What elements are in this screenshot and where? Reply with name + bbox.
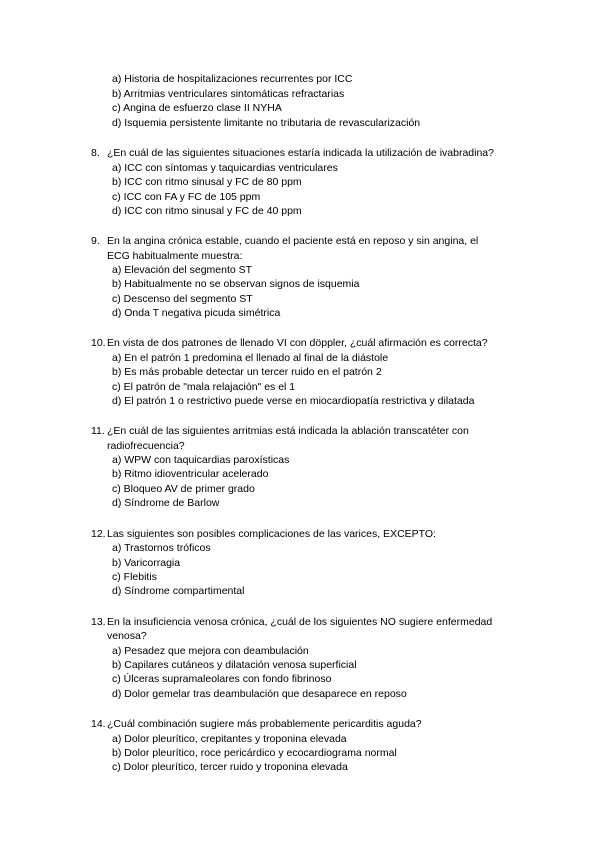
question-12-number: 12.: [91, 528, 106, 540]
question-13-text: En la insuficiencia venosa crónica, ¿cuál de los siguientes NO sugiere enfermedad: [107, 616, 493, 628]
question-14-option-c: c) Dolor pleurítico, tercer ruido y troponina elevada: [112, 761, 348, 773]
question-13-option-b: b) Capilares cutáneos y dilatación venosa superficial: [112, 659, 357, 671]
question-14-number: 14.: [91, 718, 106, 730]
question-11-text: ¿En cuál de las siguientes arritmias está indicada la ablación transcatéter con: [107, 425, 469, 437]
question-11-option-b: b) Ritmo idioventricular acelerado: [112, 468, 269, 480]
question-11-option-d: d) Síndrome de Barlow: [112, 497, 220, 509]
question-8-option-a: a) ICC con síntomas y taquicardias ventriculares: [112, 162, 338, 174]
question-10-option-c: c) El patrón de "mala relajación" es el 1: [112, 381, 296, 393]
prev-option-a: a) Historia de hospitalizaciones recurrentes por ICC: [112, 73, 353, 85]
question-13-text-cont: venosa?: [107, 630, 147, 642]
question-10-option-d: d) El patrón 1 o restrictivo puede verse en miocardiopatía restrictiva y dilatada: [112, 395, 475, 407]
question-8-text: ¿En cuál de las siguientes situaciones estaría indicada la utilización de ivabradina?: [107, 147, 494, 159]
question-10-text: En vista de dos patrones de llenado VI con döppler, ¿cuál afirmación es correcta?: [107, 337, 488, 349]
question-12-option-a: a) Trastornos tróficos: [112, 542, 211, 554]
question-8-number: 8.: [91, 147, 100, 159]
question-8-option-b: b) ICC con ritmo sinusal y FC de 80 ppm: [112, 176, 302, 188]
question-14-option-b: b) Dolor pleurítico, roce pericárdico y ecocardiograma normal: [112, 747, 397, 759]
question-13-number: 13.: [91, 616, 106, 628]
prev-option-c: c) Angina de esfuerzo clase II NYHA: [112, 102, 282, 114]
question-12-option-d: d) Síndrome compartimental: [112, 585, 245, 597]
question-8-option-c: c) ICC con FA y FC de 105 ppm: [112, 191, 261, 203]
question-14-text: ¿Cuál combinación sugiere más probablemente pericarditis aguda?: [107, 718, 422, 730]
question-13-option-a: a) Pesadez que mejora con deambulación: [112, 645, 309, 657]
question-9-text-cont: ECG habitualmente muestra:: [107, 250, 243, 262]
question-11-option-c: c) Bloqueo AV de primer grado: [112, 483, 255, 495]
question-9-text: En la angina crónica estable, cuando el paciente está en reposo y sin angina, el: [107, 235, 479, 247]
question-12-text: Las siguientes son posibles complicaciones de las varices, EXCEPTO:: [107, 528, 436, 540]
prev-option-d: d) Isquemia persistente limitante no tributaria de revascularización: [112, 117, 421, 129]
question-9-option-a: a) Elevación del segmento ST: [112, 264, 253, 276]
question-10-number: 10.: [91, 337, 106, 349]
question-9-option-b: b) Habitualmente no se observan signos de isquemia: [112, 278, 360, 290]
question-11-text-cont: radiofrecuencia?: [107, 440, 185, 452]
question-12-option-b: b) Varicorragia: [112, 557, 181, 569]
question-13-option-c: c) Úlceras supramaleolares con fondo fibrinoso: [112, 673, 332, 685]
question-9-number: 9.: [91, 235, 100, 247]
question-11-option-a: a) WPW con taquicardias paroxísticas: [112, 454, 290, 466]
question-10-option-b: b) Es más probable detectar un tercer ruido en el patrón 2: [112, 366, 382, 378]
question-9-option-d: d) Onda T negativa picuda simétrica: [112, 307, 281, 319]
prev-option-b: b) Arritmias ventriculares sintomáticas refractarias: [112, 88, 345, 100]
question-13-option-d: d) Dolor gemelar tras deambulación que desaparece en reposo: [112, 688, 407, 700]
question-8-option-d: d) ICC con ritmo sinusal y FC de 40 ppm: [112, 205, 302, 217]
question-10-option-a: a) En el patrón 1 predomina el llenado al final de la diástole: [112, 352, 389, 364]
question-14-option-a: a) Dolor pleurítico, crepitantes y troponina elevada: [112, 733, 347, 745]
question-12-option-c: c) Flebitis: [112, 571, 157, 583]
question-11-number: 11.: [91, 425, 105, 437]
question-9-option-c: c) Descenso del segmento ST: [112, 293, 253, 305]
